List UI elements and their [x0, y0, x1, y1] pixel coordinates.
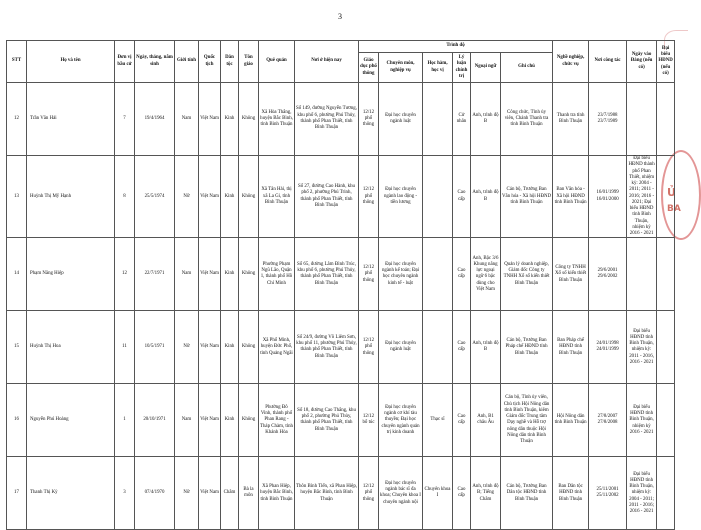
cell-gender: Nam	[175, 238, 199, 311]
cell-party-date: 29/6/2001 29/6/2002	[589, 238, 627, 311]
header-occupation: Nghề nghiệp, chức vụ	[553, 41, 589, 83]
cell-name: Huỳnh Thị Mỹ Hạnh	[27, 156, 115, 238]
cell-religion: Không	[239, 384, 259, 457]
header-gender: Giới tính	[175, 41, 199, 83]
cell-residence: Số 27, đường Cao Hành, khu phố 2, phường Phú Trinh, thành phố Phan Thiết, tỉnh Bình Thuận	[295, 156, 359, 238]
cell-occupation: Công chức, Tỉnh ủy viên, Chánh Thanh tra tỉnh Bình Thuận	[501, 83, 553, 156]
cell-degree	[423, 311, 453, 384]
header-general-edu: Giáo dục phổ thông	[359, 53, 379, 83]
cell-dob: 22/7/1971	[135, 238, 175, 311]
cell-name: Thanh Thị Kỳ	[27, 457, 115, 530]
cell-specialty: Đại học chuyên ngành cơ khí tàu thuyền; Đại học chuyên ngành quản trị kinh doanh	[379, 384, 423, 457]
cell-notes	[657, 156, 675, 238]
cell-ethnicity: Chăm	[221, 457, 239, 530]
header-education-group: Trình độ	[359, 41, 553, 53]
cell-general-edu: 12/12 phổ thông	[359, 156, 379, 238]
cell-specialty: Đại học chuyên ngành luật	[379, 311, 423, 384]
cell-general-edu: 12/12 phổ thông	[359, 311, 379, 384]
cell-religion: Bà la môn	[239, 457, 259, 530]
cell-occupation: Cán bộ, Trưởng Ban Văn hóa - Xã hội HĐND tỉnh Bình Thuận	[501, 156, 553, 238]
cell-council: Đại biểu HĐND tỉnh Bình Thuận, nhiệm kỳ: 2011 - 2016, 2016 - 2021	[627, 311, 657, 384]
cell-unit: 1	[115, 384, 135, 457]
cell-ethnicity: Kinh	[221, 83, 239, 156]
cell-hometown: Phường Phạm Ngũ Lão, Quận 1, thành phố Hồ Chí Minh	[259, 238, 295, 311]
cell-stt: 15	[7, 311, 27, 384]
cell-gender: Nam	[175, 83, 199, 156]
header-stt: STT	[7, 41, 27, 83]
cell-workplace: Công ty TNHH Xổ số kiến thiết Bình Thuận	[553, 238, 589, 311]
cell-politics: Cử nhân	[453, 83, 471, 156]
cell-language: Anh, trình độ B	[471, 311, 501, 384]
cell-nationality: Việt Nam	[199, 457, 221, 530]
cell-language: Anh, trình độ B	[471, 83, 501, 156]
cell-name: Phạm Năng Hiệp	[27, 238, 115, 311]
cell-ethnicity: Kinh	[221, 311, 239, 384]
cell-dob: 20/10/1971	[135, 384, 175, 457]
header-nationality: Quốc tịch	[199, 41, 221, 83]
cell-gender: Nữ	[175, 311, 199, 384]
header-council: Đại biểu HĐND (nếu có)	[657, 41, 675, 83]
header-politics: Lý luận chính trị	[453, 53, 471, 83]
cell-stt: 14	[7, 238, 27, 311]
header-degree: Học hàm, học vị	[423, 53, 453, 83]
header-dob: Ngày, tháng, năm sinh	[135, 41, 175, 83]
cell-degree: Chuyên khoa I	[423, 457, 453, 530]
cell-specialty: Đại học chuyên ngành kế toán; Đại học chuyên ngành kinh tế - luật	[379, 238, 423, 311]
cell-general-edu: 12/12 phổ thông	[359, 238, 379, 311]
header-religion: Tôn giáo	[239, 41, 259, 83]
cell-workplace: Ban Dân tộc HĐND tỉnh Bình Thuận	[553, 457, 589, 530]
cell-occupation: Cán bộ, Trưởng Ban Pháp chế HĐND tỉnh Bình Thuận	[501, 311, 553, 384]
cell-gender: Nam	[175, 384, 199, 457]
cell-dob: 10/5/1971	[135, 311, 175, 384]
cell-hometown: Xã Hòa Thắng, huyện Bắc Bình, tỉnh Bình Thuận	[259, 83, 295, 156]
cell-degree: Thạc sĩ	[423, 384, 453, 457]
cell-residence: Số 18, đường Cao Thắng, khu phố 2, phường Phú Thủy, thành phố Phan Thiết, tỉnh Bình Thuận	[295, 384, 359, 457]
cell-residence: Số 24/9, đường Võ Liêm Sơn, khu phố 11, phường Phú Thủy, thành phố Phan Thiết, tỉnh Bình Thuận	[295, 311, 359, 384]
cell-occupation: Cán bộ, Tỉnh ủy viên, Chủ tịch Hội Nông dân tỉnh Bình Thuận, kiêm Giám đốc Trung tâm Dạy nghề và Hỗ trợ nông dân thuộc Hội Nông dân tỉnh Bình Thuận	[501, 384, 553, 457]
cell-council: Đại biểu HĐND tỉnh Bình Thuận, nhiệm kỳ: 2004 - 2011; 2011 - 2016; 2016 - 2021	[627, 457, 657, 530]
page-number: 3	[338, 12, 342, 21]
cell-stt: 17	[7, 457, 27, 530]
cell-hometown: Xã Phổ Minh, huyện Đức Phổ, tỉnh Quảng Ngãi	[259, 311, 295, 384]
cell-general-edu: 12/12 phổ thông	[359, 457, 379, 530]
cell-dob: 19/4/1964	[135, 83, 175, 156]
cell-degree	[423, 156, 453, 238]
cell-language: Anh, B1 châu Âu	[471, 384, 501, 457]
cell-nationality: Việt Nam	[199, 311, 221, 384]
cell-gender: Nữ	[175, 156, 199, 238]
cell-party-date: 25/11/2001 25/11/2002	[589, 457, 627, 530]
cell-nationality: Việt Nam	[199, 238, 221, 311]
cell-stt: 16	[7, 384, 27, 457]
cell-unit: 11	[115, 311, 135, 384]
cell-general-edu: 12/12 phổ thông	[359, 83, 379, 156]
cell-council: Đại biểu HĐND tỉnh Bình Thuận, nhiệm kỳ 2016 - 2021	[627, 384, 657, 457]
cell-notes	[657, 457, 675, 530]
stamp-text-1: Ủ	[667, 186, 676, 199]
cell-notes	[657, 384, 675, 457]
cell-politics: Cao cấp	[453, 311, 471, 384]
cell-party-date: 24/01/1998 24/01/1999	[589, 311, 627, 384]
cell-religion: Không	[239, 156, 259, 238]
cell-notes	[657, 311, 675, 384]
cell-gender: Nữ	[175, 457, 199, 530]
cell-degree	[423, 238, 453, 311]
cell-hometown: Phường Đô Vinh, thành phố Phan Rang - Tháp Chàm, tỉnh Khánh Hòa	[259, 384, 295, 457]
table-row	[7, 238, 675, 311]
header-language: Ngoại ngữ	[471, 53, 501, 83]
cell-stt: 12	[7, 83, 27, 156]
cell-party-date: 23/7/1988 23/7/1989	[589, 83, 627, 156]
cell-party-date: 16/01/1999 16/01/2000	[589, 156, 627, 238]
cell-occupation: Cán bộ, Trưởng Ban Dân tộc HĐND tỉnh Bình Thuận	[501, 457, 553, 530]
cell-occupation: Quản lý doanh nghiệp, Giám đốc Công ty TNHH Xổ số kiến thiết Bình Thuận	[501, 238, 553, 311]
cell-unit: 3	[115, 457, 135, 530]
cell-notes	[657, 83, 675, 156]
cell-religion: Không	[239, 83, 259, 156]
cell-religion: Không	[239, 238, 259, 311]
cell-dob: 07/4/1970	[135, 457, 175, 530]
cell-politics: Cao cấp	[453, 156, 471, 238]
cell-council	[627, 238, 657, 311]
header-hometown: Quê quán	[259, 41, 295, 83]
cell-ethnicity: Kinh	[221, 384, 239, 457]
cell-politics: Cao cấp	[453, 384, 471, 457]
header-residence: Nơi ở hiện nay	[295, 41, 359, 83]
table-row	[7, 156, 675, 238]
header-ethnicity: Dân tộc	[221, 41, 239, 83]
header-name: Họ và tên	[27, 41, 115, 83]
header-party-date: Ngày vào Đảng (nếu có)	[627, 41, 657, 83]
cell-specialty: Đại học chuyên ngành lao động - tiền lương	[379, 156, 423, 238]
cell-stt: 13	[7, 156, 27, 238]
cell-ethnicity: Kinh	[221, 156, 239, 238]
cell-unit: 12	[115, 238, 135, 311]
table-body	[7, 83, 675, 530]
cell-dob: 25/5/1974	[135, 156, 175, 238]
cell-language: Anh, trình độ B; Tiếng Chăm	[471, 457, 501, 530]
header-notes: Ghi chú	[501, 53, 553, 83]
cell-nationality: Việt Nam	[199, 384, 221, 457]
cell-workplace: Hội Nông dân tỉnh Bình Thuận	[553, 384, 589, 457]
header-workplace: Nơi công tác	[589, 41, 627, 83]
cell-nationality: Việt Nam	[199, 83, 221, 156]
cell-unit: 7	[115, 83, 135, 156]
cell-workplace: Ban Pháp chế HĐND tỉnh Bình Thuận	[553, 311, 589, 384]
cell-council: Đại biểu HĐND thành phố Phan Thiết, nhiệm kỳ: 2004 - 2011; 2011 - 2016; 2016 - 2021; Đại biểu HĐND tỉnh Bình Thuận, nhiệm kỳ 2016 - 2021	[628, 156, 655, 237]
cell-ethnicity: Kinh	[221, 238, 239, 311]
table-row	[7, 311, 675, 384]
cell-degree	[423, 83, 453, 156]
cell-residence: Thôn Bình Tiến, xã Phan Hiệp, huyện Bắc Bình, tỉnh Bình Thuận	[295, 457, 359, 530]
cell-residence: Số 149, đường Nguyễn Tương, khu phố 6, phường Phú Thủy, thành phố Phan Thiết, tỉnh Bình Thuận	[295, 83, 359, 156]
cell-workplace: Ban Văn hóa - Xã hội HĐND tỉnh Bình Thuận	[553, 156, 589, 238]
cell-council	[627, 83, 657, 156]
cell-name: Trần Văn Hải	[27, 83, 115, 156]
cell-name: Huỳnh Thị Hoa	[27, 311, 115, 384]
table-row	[7, 457, 675, 530]
cell-workplace: Thanh tra tỉnh Bình Thuận	[553, 83, 589, 156]
cell-hometown: Xã Tân Hải, thị xã La Gi, tỉnh Bình Thuận	[259, 156, 295, 238]
cell-language: Anh, trình độ B	[471, 156, 501, 238]
candidate-table	[6, 40, 675, 530]
cell-hometown: Xã Phan Hiệp, huyện Bắc Bình, tỉnh Bình Thuận	[259, 457, 295, 530]
header-specialty: Chuyên môn, nghiệp vụ	[379, 53, 423, 83]
table-row	[7, 83, 675, 156]
table-row	[7, 384, 675, 457]
cell-religion: Không	[239, 311, 259, 384]
cell-general-edu: 12/12 bổ túc	[359, 384, 379, 457]
cell-residence: Số 65, đường Lâm Đình Trúc, khu phố 6, phường Phú Thủy, thành phố Phan Thiết, tỉnh Bình Thuận	[295, 238, 359, 311]
cell-party-date: 27/8/2007 27/8/2008	[589, 384, 627, 457]
cell-notes	[657, 238, 675, 311]
header-unit: Đơn vị bầu cử	[115, 41, 135, 83]
cell-nationality: Việt Nam	[199, 156, 221, 238]
cell-politics: Cao cấp	[453, 457, 471, 530]
cell-specialty: Đại học chuyên ngành luật	[379, 83, 423, 156]
cell-name: Nguyễn Phú Hoàng	[27, 384, 115, 457]
stamp-text-2: BA	[667, 204, 681, 214]
cell-specialty: Đại học chuyên ngành bác sĩ đa khoa; Chuyên khoa I chuyên ngành nội	[379, 457, 423, 530]
cell-politics: Cao cấp	[453, 238, 471, 311]
cell-language: Anh, Bậc 3/6 Khung năng lực ngoại ngữ 6 bậc dùng cho Việt Nam	[471, 238, 501, 311]
cell-unit: 8	[115, 156, 135, 238]
